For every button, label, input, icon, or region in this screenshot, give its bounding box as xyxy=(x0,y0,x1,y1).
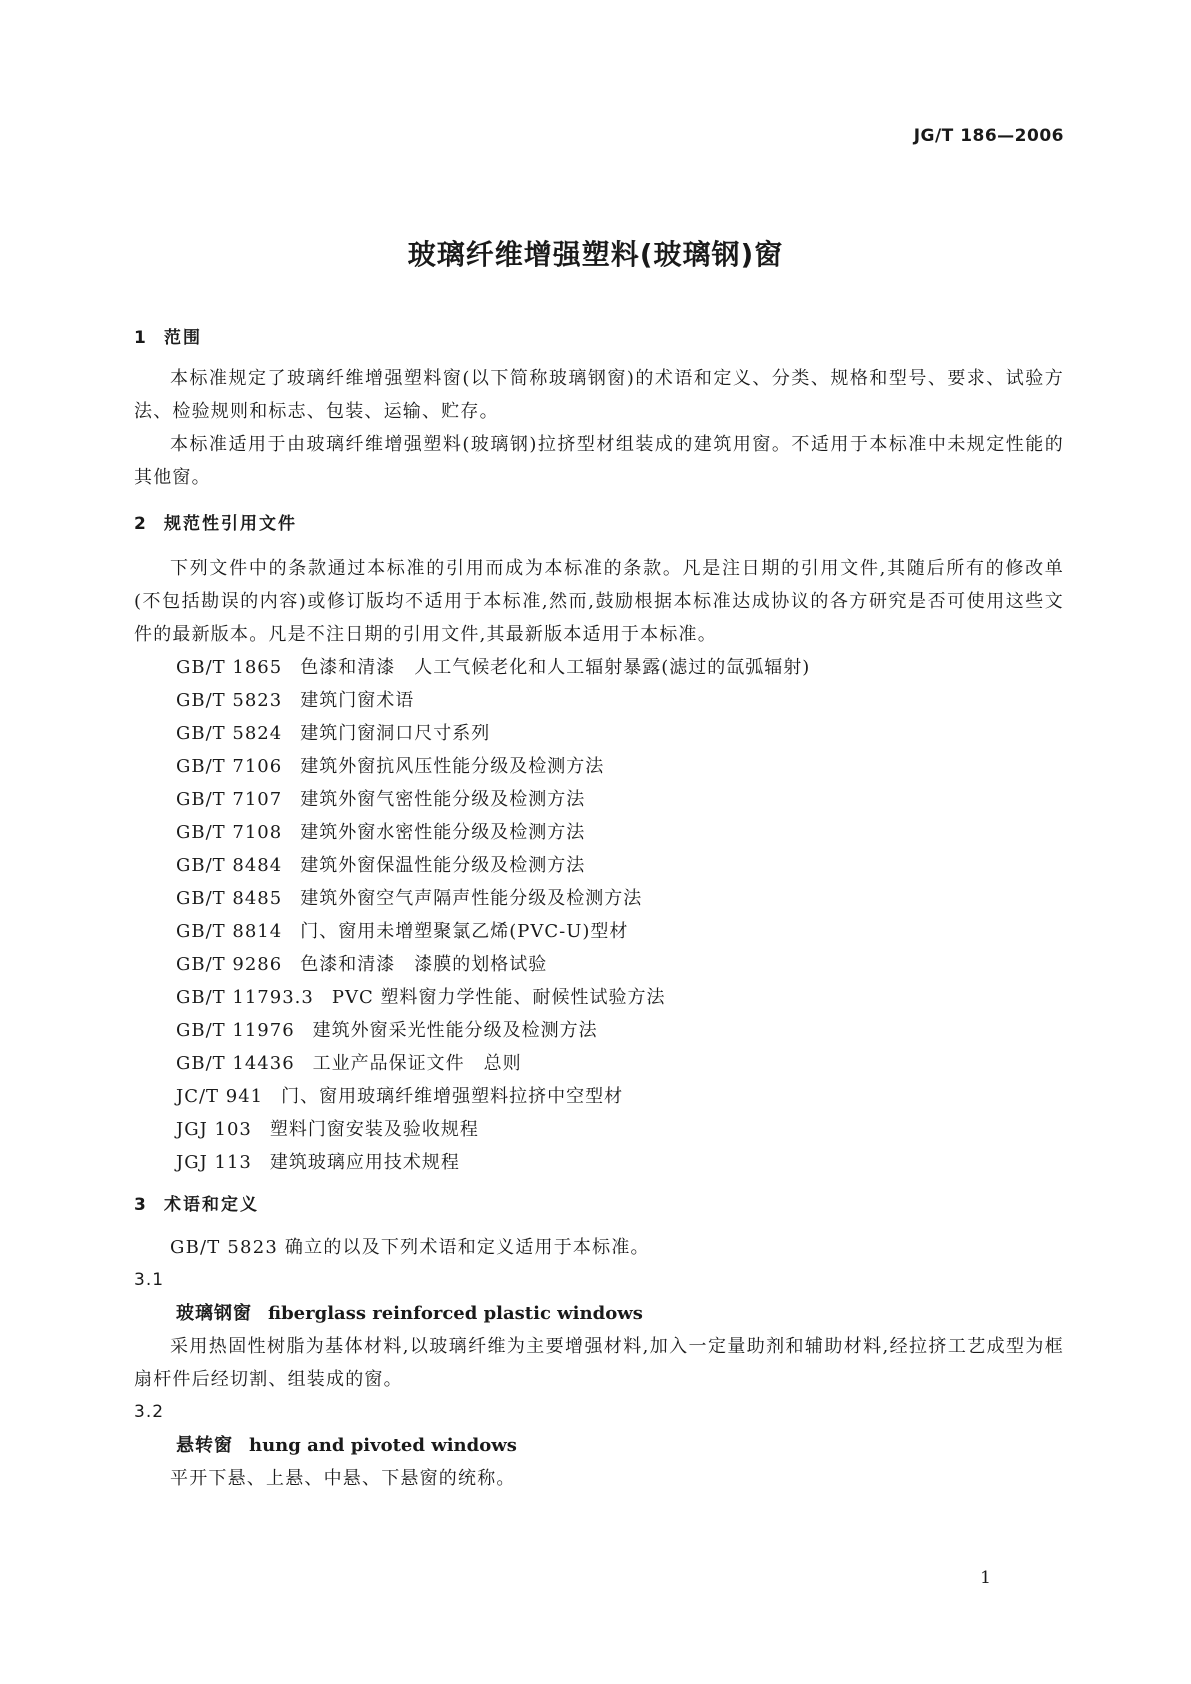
paragraph: 本标准适用于由玻璃纤维增强塑料(玻璃钢)拉挤型材组装成的建筑用窗。不适用于本标准中未规定性能的其他窗。 xyxy=(134,434,1064,488)
reference-item: GB/T 7106 建筑外窗抗风压性能分级及检测方法 xyxy=(176,756,605,777)
reference-item: GB/T 9286 色漆和清漆 漆膜的划格试验 xyxy=(176,954,548,975)
paragraph: 本标准规定了玻璃纤维增强塑料窗(以下简称玻璃钢窗)的术语和定义、分类、规格和型号、要求、试验方法、检验规则和标志、包装、运输、贮存。 xyxy=(134,368,1064,422)
section-1-heading xyxy=(134,326,1064,350)
reference-item: JGJ 113 建筑玻璃应用技术规程 xyxy=(176,1152,460,1173)
clause-number: 3.1 xyxy=(134,1270,165,1290)
section-2-heading xyxy=(134,512,1064,536)
clause-number: 3.2 xyxy=(134,1402,165,1422)
section-3-heading xyxy=(134,1193,1064,1217)
standard-number: JG/T 186—2006 xyxy=(913,126,1064,146)
reference-item: JC/T 941 门、窗用玻璃纤维增强塑料拉挤中空型材 xyxy=(176,1086,624,1107)
term-heading xyxy=(134,1297,1064,1330)
paragraph: 下列文件中的条款通过本标准的引用而成为本标准的条款。凡是注日期的引用文件,其随后所有的修改单(不包括勘误的内容)或修订版均不适用于本标准,然而,鼓励根据本标准达成协议的各方研究是否可使用这些文件的最新版本。凡是不注日期的引用文件,其最新版本适用于本标准。 xyxy=(134,558,1064,645)
section-title: 范围 xyxy=(164,328,202,348)
term-en: hung and pivoted windows xyxy=(249,1435,517,1456)
term-definition: 平开下悬、上悬、中悬、下悬窗的统称。 xyxy=(170,1468,516,1489)
reference-item: GB/T 8485 建筑外窗空气声隔声性能分级及检测方法 xyxy=(176,888,643,909)
page-number: 1 xyxy=(980,1568,991,1588)
term-heading xyxy=(134,1429,1064,1462)
reference-item: GB/T 7108 建筑外窗水密性能分级及检测方法 xyxy=(176,822,586,843)
reference-item: GB/T 11793.3 PVC 塑料窗力学性能、耐候性试验方法 xyxy=(176,987,666,1008)
reference-item: GB/T 11976 建筑外窗采光性能分级及检测方法 xyxy=(176,1020,598,1041)
paragraph: GB/T 5823 确立的以及下列术语和定义适用于本标准。 xyxy=(170,1237,650,1258)
term-definition: 采用热固性树脂为基体材料,以玻璃纤维为主要增强材料,加入一定量助剂和辅助材料,经拉挤工艺成型为框扇杆件后经切割、组装成的窗。 xyxy=(134,1336,1064,1390)
section-title: 规范性引用文件 xyxy=(164,514,297,534)
reference-item: GB/T 7107 建筑外窗气密性能分级及检测方法 xyxy=(176,789,586,810)
reference-item: GB/T 5824 建筑门窗洞口尺寸系列 xyxy=(176,723,491,744)
reference-item: JGJ 103 塑料门窗安装及验收规程 xyxy=(176,1119,479,1140)
section-number: 3 xyxy=(134,1195,148,1215)
section-title: 术语和定义 xyxy=(164,1195,259,1215)
term-zh: 玻璃钢窗 xyxy=(176,1303,252,1324)
document-body xyxy=(134,326,1064,1495)
document-title: 玻璃纤维增强塑料(玻璃钢)窗 xyxy=(407,238,784,271)
term-en: fiberglass reinforced plastic windows xyxy=(268,1303,643,1324)
term-zh: 悬转窗 xyxy=(176,1435,233,1456)
section-number: 1 xyxy=(134,328,148,348)
reference-item: GB/T 8814 门、窗用未增塑聚氯乙烯(PVC-U)型材 xyxy=(176,921,629,942)
reference-item: GB/T 5823 建筑门窗术语 xyxy=(176,690,415,711)
reference-item: GB/T 1865 色漆和清漆 人工气候老化和人工辐射暴露(滤过的氙弧辐射) xyxy=(176,657,811,678)
section-number: 2 xyxy=(134,514,148,534)
reference-item: GB/T 8484 建筑外窗保温性能分级及检测方法 xyxy=(176,855,586,876)
reference-item: GB/T 14436 工业产品保证文件 总则 xyxy=(176,1053,522,1074)
reference-list xyxy=(134,651,1064,1179)
